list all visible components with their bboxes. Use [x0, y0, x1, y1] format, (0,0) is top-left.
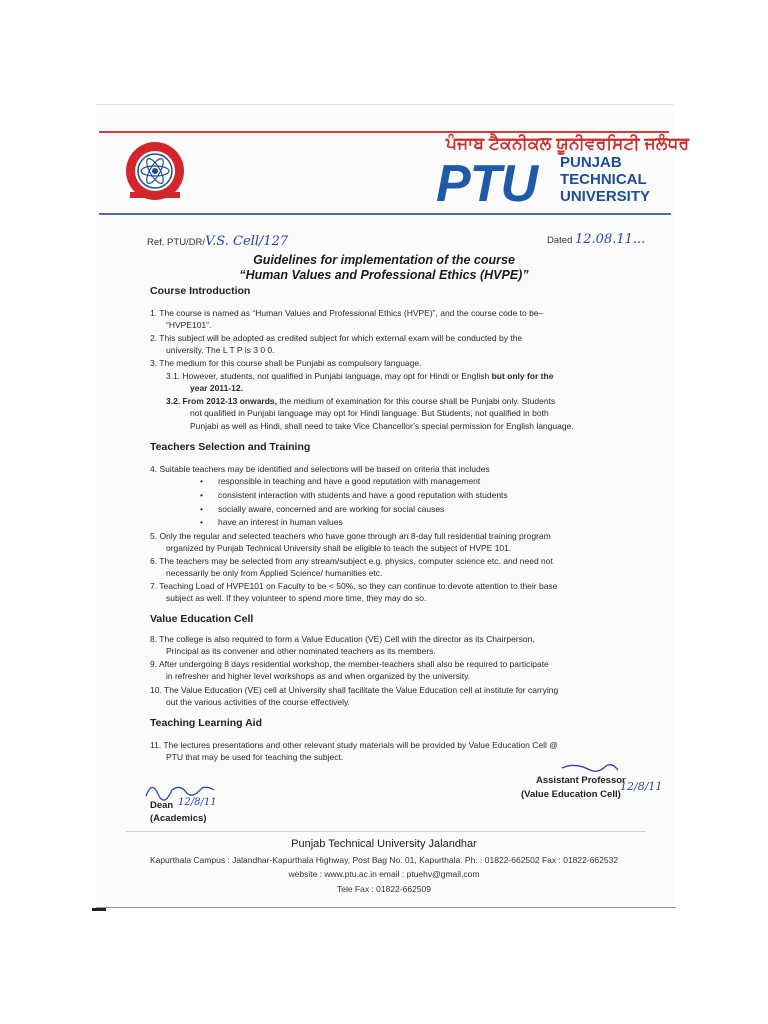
bottom-rule — [96, 907, 676, 908]
ap-date: 12/8/11 — [620, 780, 663, 793]
item-3-2c: Punjabi as well as Hindi, shall need to take Vice Chancellor’s special permission for English language. — [190, 421, 574, 431]
ptu-logo: PTU — [436, 155, 537, 213]
dean-date: 12/8/11 — [178, 797, 217, 808]
dean-label: Dean — [150, 800, 174, 811]
footer-title: Punjab Technical University Jalandhar — [291, 838, 477, 850]
header-blue-rule — [99, 213, 671, 215]
footer-address: Kapurthala Campus : Jalandhar-Kapurthala Highway, Post Bag No. 01, Kapurthala. Ph. : 01822-662502 Fax : 01822-662532 — [149, 855, 619, 865]
criteria-4: have an interest in human values — [218, 517, 343, 527]
university-name-block — [560, 154, 650, 205]
uni-name-line2: TECHNICAL — [560, 171, 647, 188]
item-10b: out the various activities of the course effectively. — [166, 697, 350, 707]
item-6b: necessarily be only from Applied Science/ humanities etc. — [166, 568, 383, 578]
item-3-1a — [166, 371, 553, 383]
corner-mark — [92, 908, 106, 911]
header-red-rule — [99, 131, 669, 133]
item-8a: 8. The college is also required to form a Value Education (VE) Cell with the director as its Chairperson, — [150, 634, 535, 644]
item-7a: 7. Teaching Load of HVPE101 on Faculty to be < 50%, so they can continue to devote attention to their base — [150, 581, 558, 591]
value-education-cell-label: (Value Education Cell) — [521, 789, 621, 800]
item-5b: organized by Punjab Technical University shall be eligible to teach the subject of HVPE 101. — [166, 543, 512, 553]
uni-name-line3: UNIVERSITY — [560, 188, 651, 205]
item-3-1a-text: 3.1. However, students, not qualified in Punjabi language, may opt for Hindi or English — [166, 371, 490, 381]
item-3-2a-bold: 3.2. From 2012-13 onwards, — [166, 396, 278, 406]
academics-label: (Academics) — [150, 813, 207, 824]
dated-label: Dated — [547, 235, 573, 246]
item-2a: 2. This subject will be adopted as credited subject for which external exam will be conducted by the — [150, 333, 523, 343]
ref-handwritten: V.S. Cell/127 — [205, 234, 289, 249]
dated-value: 12.08.11... — [575, 232, 646, 247]
criteria-1: responsible in teaching and have a good reputation with management — [218, 476, 481, 486]
title-line2: “Human Values and Professional Ethics (HVPE)” — [239, 268, 529, 282]
item-7b: subject as well. If they volunteer to spend more time, they may do so. — [166, 593, 427, 603]
item-11a: 11. The lectures presentations and other relevant study materials will be provided by Value Education Cell @ — [150, 740, 558, 750]
item-3-2a-text: the medium of examination for this course shall be Punjabi only. Students — [279, 396, 556, 406]
item-9a: 9. After undergoing 8 days residential workshop, the member-teachers shall also be required to participate — [150, 659, 549, 669]
section-course-introduction: Course Introduction — [150, 285, 251, 297]
item-10a: 10. The Value Education (VE) cell at University shall facilitate the Value Education cell at institute for carrying — [150, 685, 559, 695]
top-rule — [96, 104, 674, 105]
bullet-icon: • — [200, 490, 203, 500]
footer-telefax: Tele Fax : 01822-662509 — [336, 884, 432, 894]
bullet-icon: • — [200, 504, 203, 514]
section-teaching-learning-aid: Teaching Learning Aid — [150, 717, 263, 729]
item-5a: 5. Only the regular and selected teachers who have gone through an 8-day full residential training program — [150, 531, 551, 541]
reference-number — [147, 234, 288, 249]
title-line1: Guidelines for implementation of the course — [253, 253, 515, 267]
item-11b: PTU that may be used for teaching the subject. — [166, 752, 344, 762]
footer-rule — [126, 831, 646, 832]
item-3-2b: not qualified in Punjabi language may opt for Hindi language. But Students, not qualified in both — [190, 408, 549, 418]
university-seal-icon — [124, 140, 186, 202]
item-3-2a — [166, 396, 555, 408]
section-value-education-cell: Value Education Cell — [150, 613, 254, 625]
ref-prefix: Ref. PTU/DR/ — [147, 237, 206, 248]
dated-field — [547, 232, 645, 247]
item-3: 3. The medium for this course shall be Punjabi as compulsory language. — [150, 358, 422, 368]
item-9b: in refresher and higher level workshops as and when organized by the university. — [166, 671, 471, 681]
item-3-1b: year 2011-12. — [190, 383, 243, 393]
bullet-icon: • — [200, 476, 203, 486]
item-6a: 6. The teachers may be selected from any stream/subject e.g. physics, computer science etc. and need not — [150, 556, 553, 566]
item-1b: “HVPE101”. — [166, 320, 212, 330]
criteria-2: consistent interaction with students and have a good reputation with students — [218, 490, 508, 500]
bullet-icon: • — [200, 517, 203, 527]
item-8b: Principal as its convener and other nominated teachers as its members. — [166, 646, 436, 656]
footer-website-email: website : www.ptu.ac.in email : ptuehv@gmail.com — [288, 869, 480, 879]
item-1a: 1. The course is named as “Human Values and Professional Ethics (HVPE)”, and the course code to be– — [150, 308, 544, 318]
item-2b: university. The L T P is 3 0 0. — [166, 345, 275, 355]
section-teachers-selection: Teachers Selection and Training — [150, 441, 311, 453]
item-4: 4. Suitable teachers may be identified and selections will be based on criteria that includes — [150, 464, 490, 474]
punjabi-university-name: ਪੰਜਾਬ ਟੈਕਨੀਕਲ ਯੂਨੀਵਰਸਿਟੀ ਜਲੰਧਰ — [446, 134, 690, 153]
uni-name-line1: PUNJAB — [560, 154, 622, 171]
assistant-professor-label: Assistant Professor — [536, 775, 626, 786]
item-3-1a-bold: but only for the — [491, 371, 554, 381]
criteria-3: socially aware, concerned and are working for social causes — [218, 504, 445, 514]
